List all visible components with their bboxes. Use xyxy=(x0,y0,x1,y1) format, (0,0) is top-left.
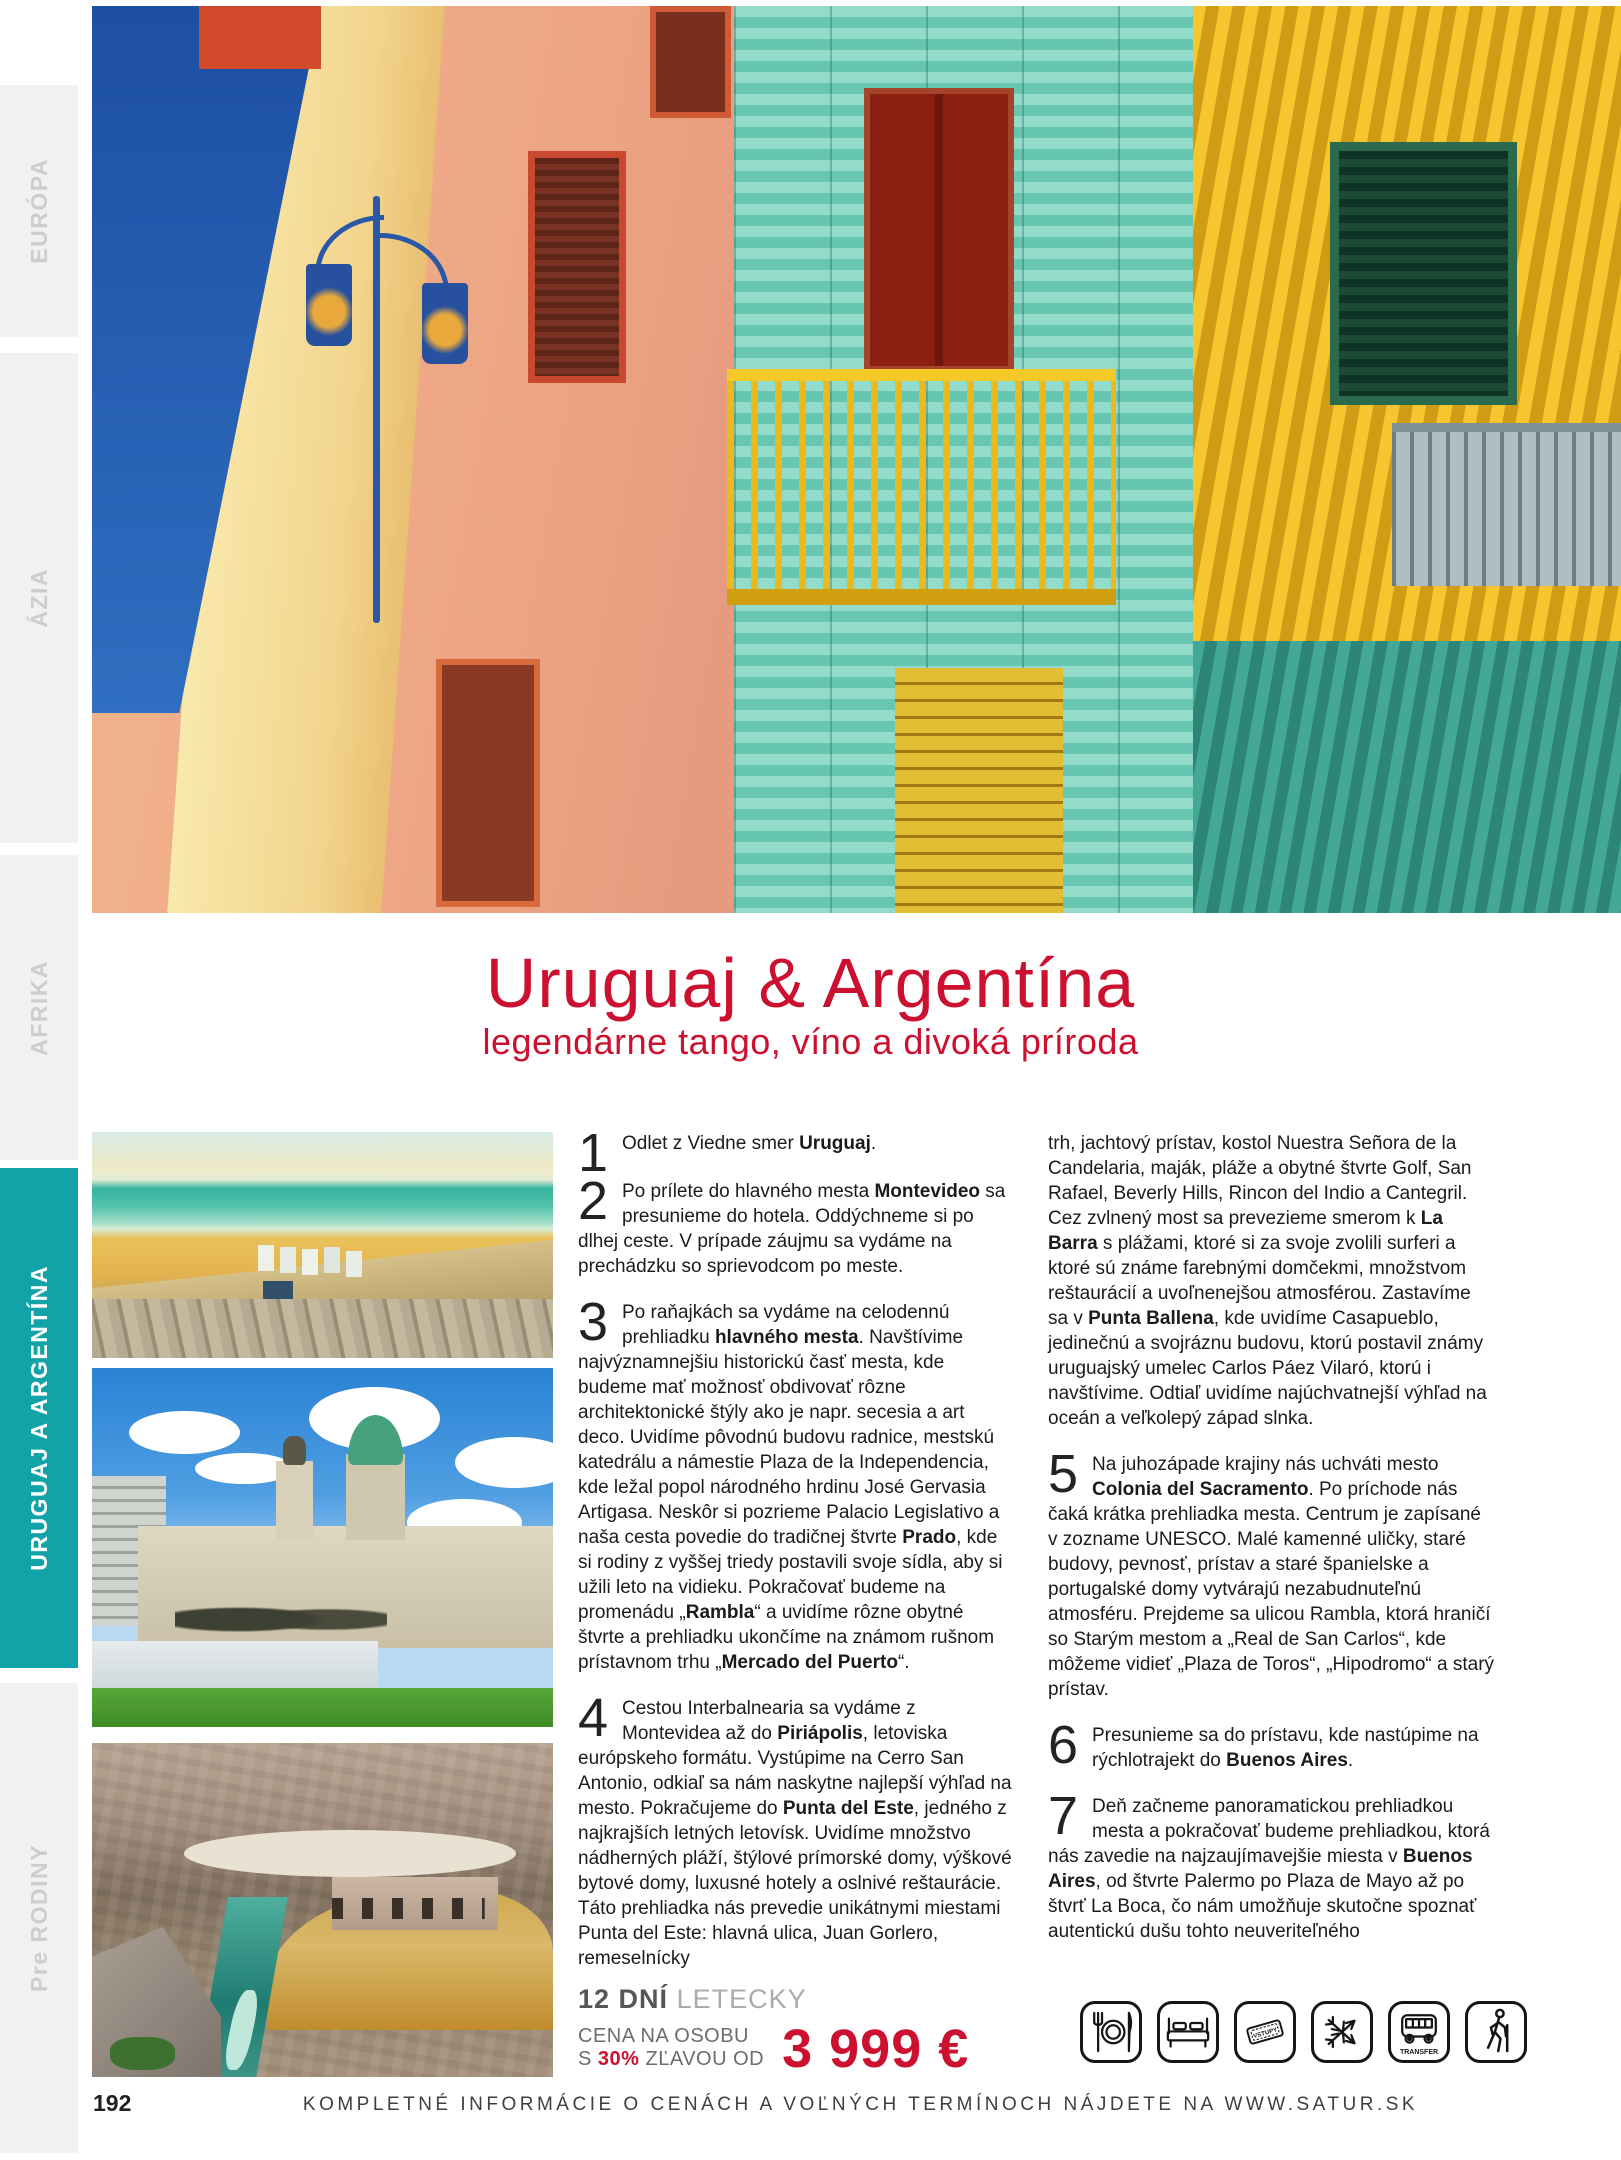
itinerary-item-4-continued xyxy=(1048,1131,1495,1431)
itinerary-item-1 xyxy=(578,1123,1015,1183)
price-label-line1: CENA NA OSOBU xyxy=(578,2025,749,2047)
itinerary-item-text: Po prílete do hlavného mesta Montevideo sa presunieme do hotela. Oddýchneme si po dlhej ceste. V prípade záujmu sa vydáme na prechádzku so sprievodcom po meste. xyxy=(578,1181,1006,1277)
sidebar-item-afrika xyxy=(0,855,78,1160)
itinerary-item-text: Odlet z Viedne smer Uruguaj. xyxy=(622,1133,877,1154)
itinerary-item-6 xyxy=(1048,1715,1495,1775)
transfer-icon xyxy=(1388,2001,1450,2063)
flights-icon xyxy=(1311,2001,1373,2063)
photo-art xyxy=(727,369,1117,606)
itinerary-item-number: 1 xyxy=(578,1123,609,1183)
itinerary-item-number: 3 xyxy=(578,1292,609,1352)
photo-art xyxy=(436,659,540,907)
itinerary-column-left xyxy=(578,1123,1015,1992)
ticket-label: VSTUPY xyxy=(1252,2026,1279,2041)
photo-art xyxy=(258,1245,274,1271)
sidebar-item-azia xyxy=(0,353,78,843)
itinerary-column-right xyxy=(1048,1131,1495,1965)
itinerary-item-number: 7 xyxy=(1048,1786,1079,1846)
itinerary-item-text: Po raňajkách sa vydáme na celodennú prehliadku hlavného mesta. Navštívime najvýznamnejšiu historickú časť mesta, kde budeme mať možnosť obdivovať rôzne architektonické štýly ako je napr. secesia a art deco. Uvidíme pôvodnú budovu radnice, mestskú katedrálu a námestie Plaza de la Independencia, kde ležal popol národného hrdinu José Gervasia Artigasa. Neskôr si pozrieme Palacio Legislativo a naša cesta povedie do tradičnej štvrte Prado, kde si rodiny z vyššej triedy postavili svoje sídla, aby si užili leto na vidieku. Pokračovať budeme na promenádu „Rambla“ a uvidíme rôzne obytné štvrte a prehliadku ukončíme na známom rušnom prístavnom trhu „Mercado del Puerto“. xyxy=(578,1302,1003,1673)
sidebar-item-label: URUGUAJ A ARGENTÍNA xyxy=(25,1265,52,1571)
photo-art xyxy=(283,1436,306,1465)
price-label-prefix: S xyxy=(578,2048,592,2070)
photo-art xyxy=(199,6,321,69)
photo-art xyxy=(184,1830,516,1877)
itinerary-item-number: 5 xyxy=(1048,1444,1079,1504)
photo-art xyxy=(422,283,468,365)
page-title: Uruguaj & Argentína xyxy=(485,944,1136,1022)
photo-art xyxy=(92,1641,378,1691)
price-value: 3 999 € xyxy=(782,2019,970,2079)
photo-art xyxy=(92,1299,553,1358)
photo-art xyxy=(1392,423,1621,586)
itinerary-item-text: Deň začneme panoramatickou prehliadkou mesta a pokračovať budeme prehliadkou, ktorá nás zavedie na najzaujímavejšie miesta v Buenos Aires, od štvrte Palermo po Plaza de Mayo až po štvrť La Boca, čo nám umožňuje skutočne spoznať autentickú dušu tohto neuveriteľného xyxy=(1048,1796,1490,1942)
page-subtitle: legendárne tango, víno a divoká príroda xyxy=(482,1021,1139,1062)
photo-art xyxy=(346,1454,406,1540)
sidebar-item-label: ÁZIA xyxy=(25,568,52,628)
footer-info: KOMPLETNÉ INFORMÁCIE O CENÁCH A VOĽNÝCH TERMÍNOCH NÁJDETE NA WWW.SATUR.SK xyxy=(302,2094,1419,2115)
itinerary-item-number: 2 xyxy=(578,1171,609,1231)
photo-art xyxy=(306,264,352,346)
itinerary-item-4 xyxy=(578,1688,1015,1971)
hero-photo xyxy=(92,6,1621,913)
service-icons-row xyxy=(1080,2001,1527,2063)
transfer-label: TRANSFER xyxy=(1399,2048,1439,2056)
itinerary-item-7 xyxy=(1048,1786,1495,1944)
sidebar-item-pre-rodiny xyxy=(0,1683,78,2153)
sidebar-item-uruguaj-argentina-active xyxy=(0,1168,78,1668)
trip-duration xyxy=(578,1984,1038,2015)
page-heading xyxy=(92,946,1529,1062)
puente-photo xyxy=(92,1743,553,2077)
photo-art xyxy=(1330,142,1516,405)
page-number: 192 xyxy=(93,2090,132,2116)
hiking-icon xyxy=(1465,2001,1527,2063)
photo-art xyxy=(895,668,1063,913)
photo-art xyxy=(528,151,626,383)
photo-art xyxy=(332,1877,498,1930)
itinerary-item-text: Cestou Interbalnearia sa vydáme z Montevidea až do Piriápolis, letoviska európskeho formátu. Vystúpime na Cerro San Antonio, odkiaľ sa nám naskytne najlepší výhľad na mesto. Pokračujeme do Punta del Este, jedného z najkrajších letných letovísk. Uvidíme množstvo nádherných pláží, štýlové prímorské domy, výškové bytové domy, luxusné hotely a oslnivé reštaurácie. Táto prehliadka nás prevedie unikátnymi miestami Punta del Este: hlavná ulica, Juan Gorlero, remeselnícky xyxy=(578,1698,1012,1969)
itinerary-item-text: Presunieme sa do prístavu, kde nastúpime na rýchlotrajekt do Buenos Aires. xyxy=(1092,1725,1479,1771)
photo-art xyxy=(175,1598,387,1641)
beach-photo xyxy=(92,1132,553,1358)
photo-art xyxy=(650,6,731,118)
entrance-tickets-icon xyxy=(1234,2001,1296,2063)
congress-photo xyxy=(92,1368,553,1727)
sidebar-item-europa xyxy=(0,85,78,337)
offer-block xyxy=(578,1984,1038,2079)
discount-value: 30% xyxy=(597,2048,640,2070)
photo-art xyxy=(864,88,1014,372)
price-label xyxy=(578,2025,764,2071)
price-label-suffix: ZĽAVOU OD xyxy=(645,2048,765,2070)
accommodation-icon xyxy=(1157,2001,1219,2063)
photo-art xyxy=(373,196,380,622)
photo-art xyxy=(263,1281,293,1299)
meals-icon xyxy=(1080,2001,1142,2063)
itinerary-item-3 xyxy=(578,1292,1015,1675)
itinerary-item-text: trh, jachtový prístav, kostol Nuestra Señora de la Candelaria, maják, pláže a obytné štvrte Golf, San Rafael, Beverly Hills, Rincon del Indio a Cantegril. Cez zvlnený most sa prevezieme smerom k La Barra s plážami, ktoré si za svoje zvolili surferi a ktoré sú známe farebnými domčekmi, množstvom reštaurácií a uvoľnenejšou atmosférou. Zastavíme sa v Punta Ballena, kde uvidíme Casapueblo, jedinečnú a svojráznu budovu, ktorú postavil známy uruguajský umelec Carlos Páez Vilaró, ktorú i navštívime. Odtiaľ uvidíme najúchvatnejší výhľad na oceán a veľkolepý západ slnka. xyxy=(1048,1133,1487,1429)
sidebar-item-label: AFRIKA xyxy=(25,959,52,1056)
photo-art xyxy=(110,2037,175,2070)
photo-art xyxy=(276,1461,313,1540)
sidebar-item-label: EURÓPA xyxy=(25,158,52,264)
itinerary-item-2 xyxy=(578,1171,1015,1279)
sidebar-item-label: Pre RODINY xyxy=(25,1844,52,1992)
itinerary-item-text: Na juhozápade krajiny nás uchváti mesto Colonia del Sacramento. Po príchode nás čaká krátka prehliadka mesta. Centrum je zapísané v zozname UNESCO. Malé kamenné uličky, staré budovy, pevnosť, prístav a staré španielske a portugalské domy vytvárajú nezabudnuteľnú atmosféru. Prejdeme sa ulicou Rambla, ktorá hraničí so Starým mestom a „Real de San Carlos“, kde môžeme vidieť „Plaza de Toros“, „Hipodromo“ a starý prístav. xyxy=(1048,1454,1495,1700)
itinerary-item-number: 6 xyxy=(1048,1715,1079,1775)
trip-mode: LETECKY xyxy=(676,1984,807,2014)
photo-art xyxy=(129,1411,240,1454)
photo-art xyxy=(348,1415,403,1465)
trip-duration-days: 12 DNÍ xyxy=(578,1984,669,2014)
itinerary-item-number: 4 xyxy=(578,1688,609,1748)
photo-art xyxy=(1193,641,1621,913)
itinerary-item-5 xyxy=(1048,1444,1495,1702)
photo-art xyxy=(92,1688,553,1727)
